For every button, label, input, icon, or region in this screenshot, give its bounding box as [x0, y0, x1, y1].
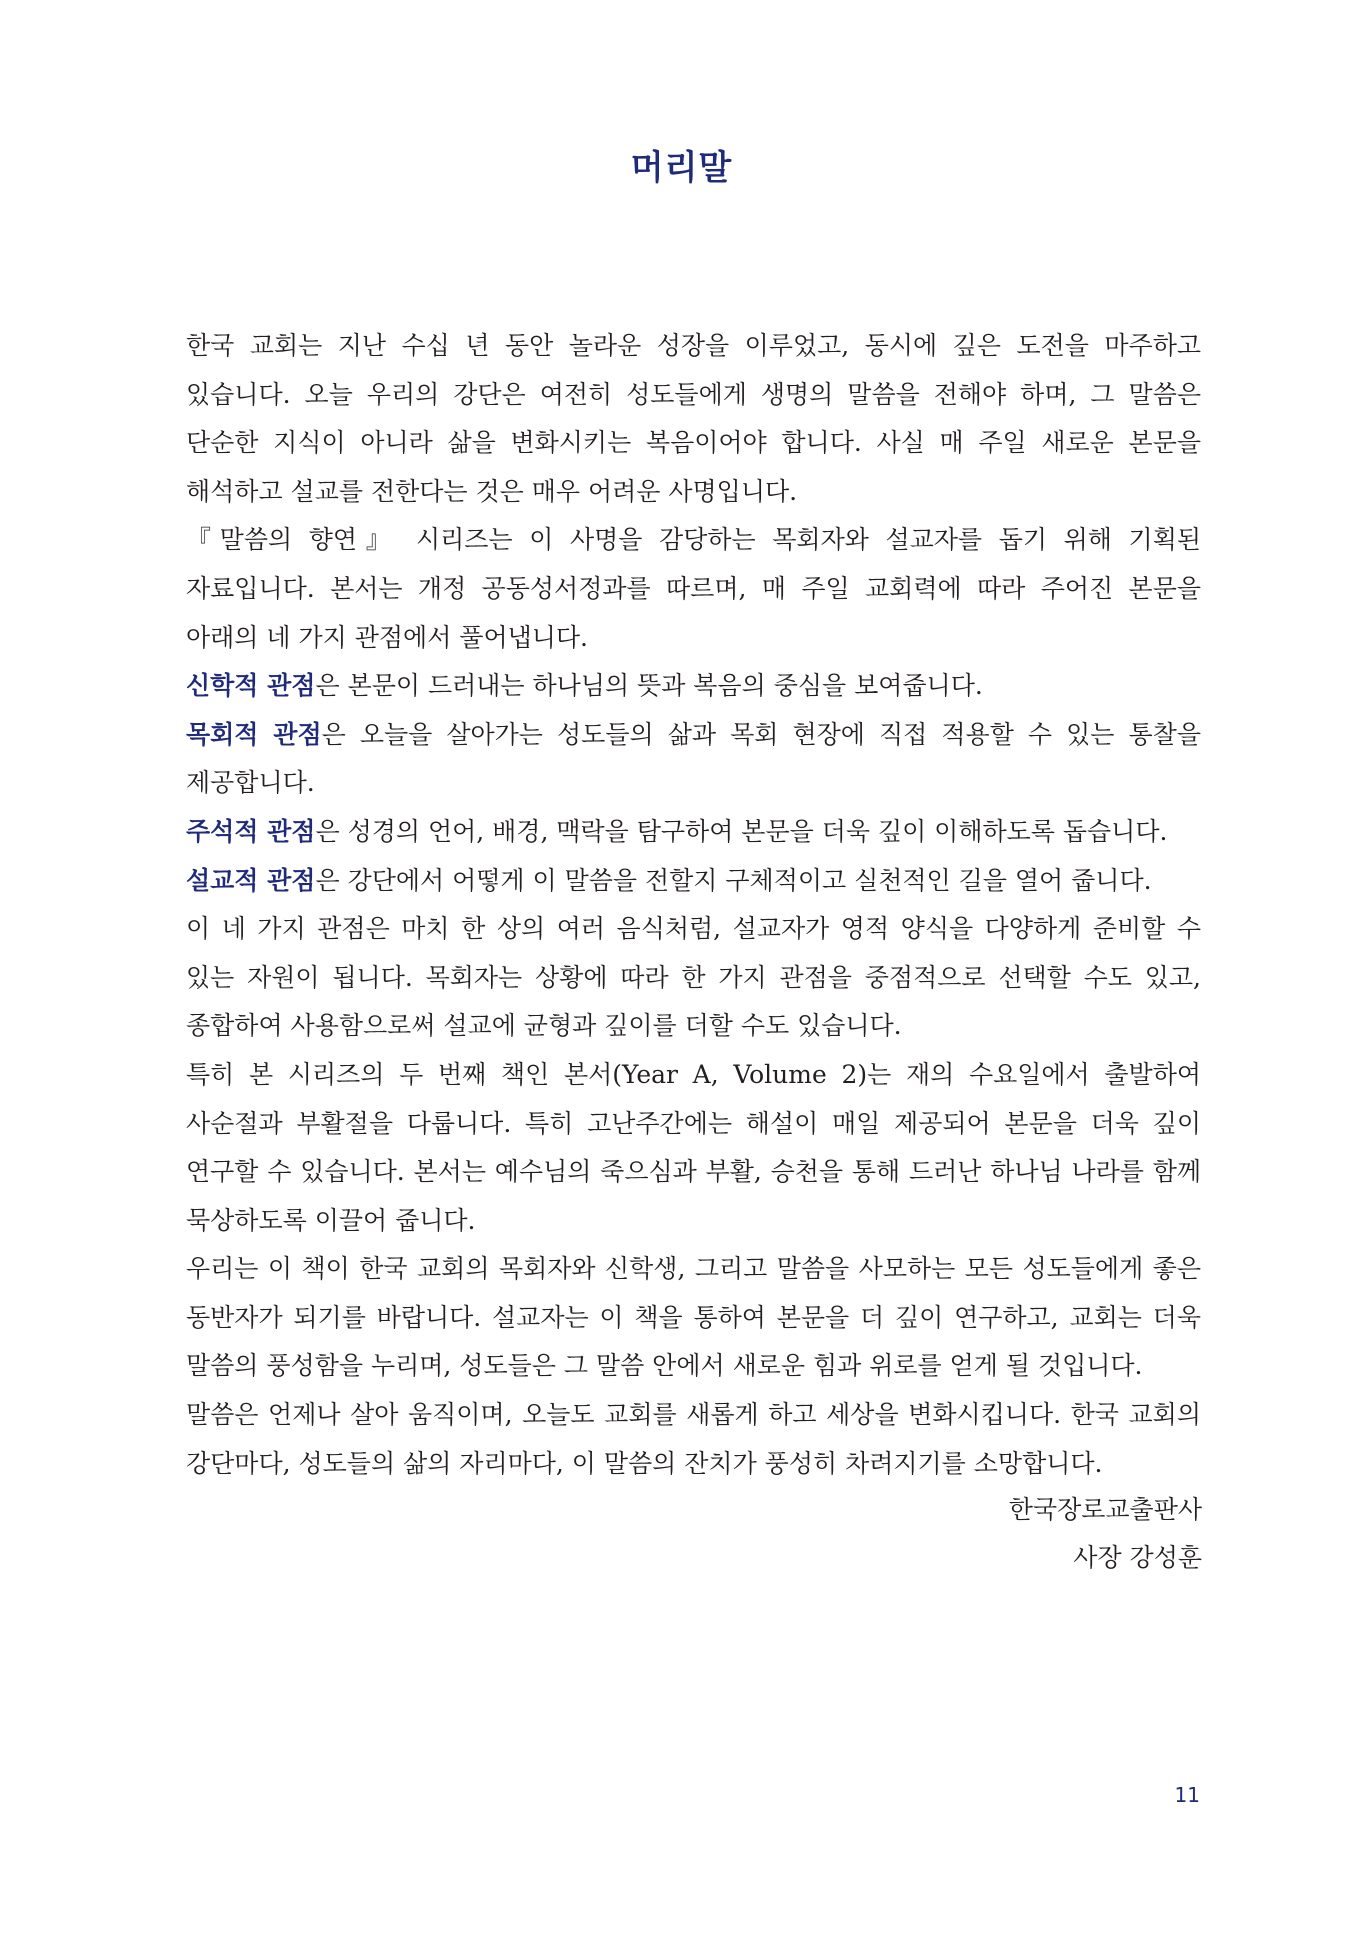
paragraph-series: 『말씀의 향연』 시리즈는 이 사명을 감당하는 목회자와 설교자를 돕기 위해 기획된 자료입니다. 본서는 개정 공동성서정과를 따르며, 매 주일 교회력에 따라 주어진 본문을 아래의 네 가지 관점에서 풀어냅니다.: [186, 525, 1201, 652]
term-theological: 신학적 관점: [186, 671, 316, 701]
paragraph-volume: 특히 본 시리즈의 두 번째 책인 본서(Year A, Volume 2)는 재의 수요일에서 출발하여 사순절과 부활절을 다룹니다. 특히 고난주간에는 해설이 매일 제공되어 본문을 더욱 깊이 연구할 수 있습니다. 본서는 예수님의 죽으심과 부활, 승천을 통해 드러난 하나님 나라를 함께 묵상하도록 이끌어 줍니다.: [186, 1059, 1201, 1235]
paragraph-theological: [186, 662, 1201, 711]
text-exegetical: 은 성경의 언어, 배경, 맥락을 탐구하여 본문을 더욱 깊이 이해하도록 돕습니다.: [315, 816, 1168, 846]
page-number: 11: [1174, 1783, 1200, 1807]
paragraph-hope: 우리는 이 책이 한국 교회의 목회자와 신학생, 그리고 말씀을 사모하는 모든 성도들에게 좋은 동반자가 되기를 바랍니다. 설교자는 이 책을 통하여 본문을 더 깊이 연구하고, 교회는 더욱 말씀의 풍성함을 누리며, 성도들은 그 말씀 안에서 새로운 힘과 위로를 얻게 될 것입니다.: [186, 1254, 1201, 1381]
term-homiletical: 설교적 관점: [186, 865, 316, 895]
paragraph-pastoral: [186, 711, 1201, 808]
paragraph-perspectives: 이 네 가지 관점은 마치 한 상의 여러 음식처럼, 설교자가 영적 양식을 다양하게 준비할 수 있는 자원이 됩니다. 목회자는 상황에 따라 한 가지 관점을 중점적으로 선택할 수도 있고, 종합하여 사용함으로써 설교에 균형과 깊이를 더할 수도 있습니다.: [186, 914, 1201, 1041]
president-name: 사장 강성훈: [1073, 1543, 1202, 1572]
signature-block: [1009, 1486, 1202, 1582]
term-pastoral: 목회적 관점: [186, 719, 322, 749]
paragraph-exegetical: [186, 808, 1201, 857]
text-pastoral: 은 오늘을 살아가는 성도들의 삶과 목회 현장에 직접 적용할 수 있는 통찰을 제공합니다.: [186, 719, 1201, 798]
paragraph-homiletical: [186, 857, 1201, 906]
preface-body: [186, 322, 1201, 1488]
term-exegetical: 주석적 관점: [186, 816, 316, 846]
publisher-name: 한국장로교출판사: [1008, 1495, 1202, 1524]
paragraph-closing: 말씀은 언제나 살아 움직이며, 오늘도 교회를 새롭게 하고 세상을 변화시킵니다. 한국 교회의 강단마다, 성도들의 삶의 자리마다, 이 말씀의 잔치가 풍성히 차려지기를 소망합니다.: [186, 1400, 1201, 1478]
page-title: 머리말: [630, 148, 733, 188]
text-homiletical: 은 강단에서 어떻게 이 말씀을 전할지 구체적이고 실천적인 길을 열어 줍니다.: [315, 865, 1152, 895]
paragraph-intro: 한국 교회는 지난 수십 년 동안 놀라운 성장을 이루었고, 동시에 깊은 도전을 마주하고 있습니다. 오늘 우리의 강단은 여전히 성도들에게 생명의 말씀을 전해야 하며, 그 말씀은 단순한 지식이 아니라 삶을 변화시키는 복음이어야 합니다. 사실 매 주일 새로운 본문을 해석하고 설교를 전한다는 것은 매우 어려운 사명입니다.: [186, 331, 1201, 506]
text-theological: 은 본문이 드러내는 하나님의 뜻과 복음의 중심을 보여줍니다.: [315, 671, 983, 701]
